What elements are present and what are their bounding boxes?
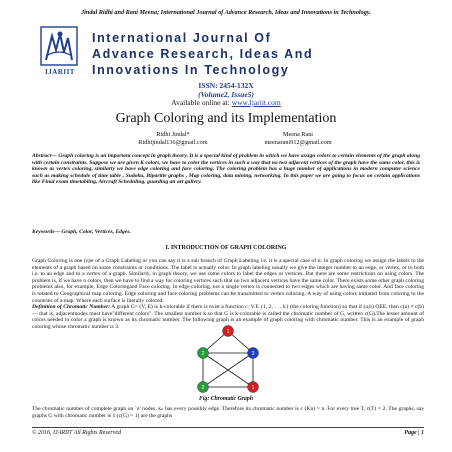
author-2 [228, 131, 368, 146]
logo-caption: IJARIIT [45, 68, 75, 76]
paragraph-2: The chromatic number of complete graph on `n' nodes, kₙ has every possibly edge. Therefore its chromatic number is c (Kn) = n. For every tree T, c(T) = 2. The graphs, say graphs G with chromatic number is 1 (c(G) = 1) are the graphs [32, 406, 424, 419]
footer-divider [32, 427, 424, 428]
intro-body [32, 258, 424, 331]
graph-node-label: 2 [201, 350, 205, 357]
author-email[interactable]: Ridhijindal136@gmail.com [138, 138, 208, 146]
issn: ISSN: 2454-132X [198, 81, 254, 90]
keywords-text: Graph, Color, Vertices, Edges. [61, 229, 131, 235]
graph-node-label: 1 [251, 384, 255, 391]
issn-block [120, 82, 332, 108]
footer-copyright: © 2016, IJARIIT All Rights Reserved [32, 430, 121, 436]
graph-node-label: 2 [201, 384, 205, 391]
volume: (Volume2, Issue5) [198, 89, 254, 99]
paragraph-1: Graph Coloring is one type of a Graph Labeling or you can say it is a sub branch of Graph Labeling i.e. it is a special case of it. In graph coloring we assign the labels to the elements of a graph based on some constraints or conditions. The label is actually color. In graph labeling usually we give the integer number to an edge, or vertex, or to both i.e. to an edge and to a vertex of a graph. Similarly, in graph theory, we use some colors to label the edges or vertices. But there are some restrictions on using colors. The problem is, if we have n colors, then we have to find a way for coloring vertices such that no two adjacent vertices have the same color. There exists some other graph coloring problems also, for example, Edge Coloringand Face coloring. In edge coloring, not a single vertex is connected to two edges which are having same color. And face coloring is related to Geographical map coloring. Edge coloring and face coloring problems can be transmitted to vertex coloring. A way of using colors initiated from coloring to the countries of a map. Where each surface is literally colored. [32, 258, 424, 304]
keywords-label: Keywords— [32, 229, 60, 235]
running-head: Jindal Ridhi and Rani Meena; International Journal of Advance Research, Ideas and Innovations in Technology. [81, 9, 371, 16]
figure-caption: Fig: Chromatic Graph [198, 396, 254, 402]
author-name: Ridhi Jindal* [156, 131, 190, 138]
paper-title: Graph Coloring and its Implementation [115, 111, 337, 126]
chromatic-graph-figure [193, 325, 263, 395]
journal-title: International Journal Of Advance Research, Ideas And Innovations In Technology [92, 31, 314, 77]
abstract-label: Abstract— [32, 153, 57, 159]
availability-line [120, 99, 332, 108]
graph-node-label: 3 [251, 350, 255, 357]
graph-edges [203, 328, 253, 387]
author-1 [103, 131, 243, 146]
keywords [32, 229, 420, 235]
definition-text: A graph G= (V, E) is k-colorable if there is exist a function c: V.E {1, 2, . . . k} (the coloring function) so that if (a,b) OEE, then c(a) ≠ c(b) — that is, adjacentnodes must have"different colors". The smallest number k so that G is k-colorable is called the chromatic number of G, written c(G).The lesser amount of colors needed to color a graph is known as its chromatic number. The following graph is an example of graph coloring with chromatic number. This is an example of graph coloring whose chromatic number is 3. [32, 304, 424, 330]
journal-logo-icon [40, 26, 78, 68]
abstract [32, 153, 420, 186]
footer-page-number: Page | 1 [404, 430, 424, 436]
graph-nodes [198, 326, 259, 393]
website-link[interactable]: www.Ijariit.com [231, 98, 281, 107]
section-heading: I. INTRODUCTION OF GRAPH COLORING [165, 245, 287, 251]
definition-label: Definition of Chromatic Number: [32, 304, 111, 311]
abstract-text: Graph coloring is an important concept in graph theory. It is a special kind of problem in which we have assign colors to certain elements of the graph along with certain constraints. Suppose we are given K colors, we have to color the vertices in such a way that no two adjacent vertices of the graph have the same color, this is known as vertex coloring, similarly we have edge coloring and face coloring. The coloring problem has a huge number of applications in modern computer science such as making schedule of time table , Sudoku, Bipartite graphs , Map coloring, data mining, networking. In this paper we are going to focus on certain applications like Final exam timetabling, Aircraft Scheduling, guarding an art gallery. [32, 153, 420, 186]
available-prefix: Available online at: [171, 98, 230, 107]
graph-node-label: 1 [226, 328, 230, 335]
author-name: Meena Rani [282, 131, 314, 138]
author-email[interactable]: meenarani912@gmail.com [264, 138, 332, 146]
